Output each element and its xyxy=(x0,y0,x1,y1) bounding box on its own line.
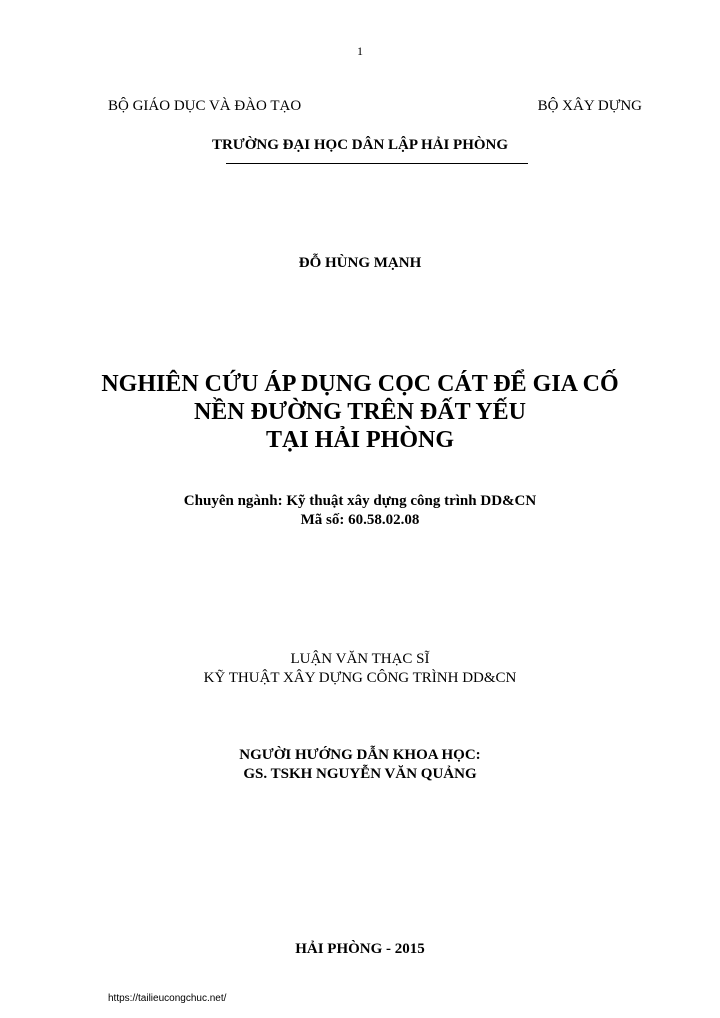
thesis-title-line: NGHIÊN CỨU ÁP DỤNG CỌC CÁT ĐỂ GIA CỐ xyxy=(101,371,619,397)
degree-field: KỸ THUẬT XÂY DỰNG CÔNG TRÌNH DD&CN xyxy=(203,670,517,686)
author-name: ĐỖ HÙNG MẠNH xyxy=(298,255,422,271)
advisor-name: GS. TSKH NGUYỄN VĂN QUẢNG xyxy=(243,766,477,782)
degree-type: LUẬN VĂN THẠC SĨ xyxy=(290,651,430,667)
advisor-label: NGƯỜI HƯỚNG DẪN KHOA HỌC: xyxy=(239,747,481,763)
advisor-block xyxy=(0,746,720,784)
ministry-right-heading: BỘ XÂY DỰNG xyxy=(537,98,642,114)
thesis-title-line: NỀN ĐƯỜNG TRÊN ĐẤT YẾU xyxy=(193,399,527,425)
specialty-block xyxy=(0,492,720,530)
specialty-code: Mã số: 60.58.02.08 xyxy=(300,512,420,528)
page-number: 1 xyxy=(357,44,363,58)
specialty-major: Chuyên ngành: Kỹ thuật xây dựng công trình DD&CN xyxy=(183,493,537,509)
university-underline xyxy=(226,163,528,164)
university-heading: TRƯỜNG ĐẠI HỌC DÂN LẬP HẢI PHÒNG xyxy=(211,137,509,153)
thesis-title xyxy=(0,370,720,454)
ministry-left-heading: BỘ GIÁO DỤC VÀ ĐÀO TẠO xyxy=(108,98,302,114)
thesis-title-line: TẠI HẢI PHÒNG xyxy=(265,427,454,453)
source-url[interactable]: https://tailieucongchuc.net/ xyxy=(108,993,227,1004)
degree-block xyxy=(0,650,720,688)
place-year: HẢI PHÒNG - 2015 xyxy=(295,941,425,957)
